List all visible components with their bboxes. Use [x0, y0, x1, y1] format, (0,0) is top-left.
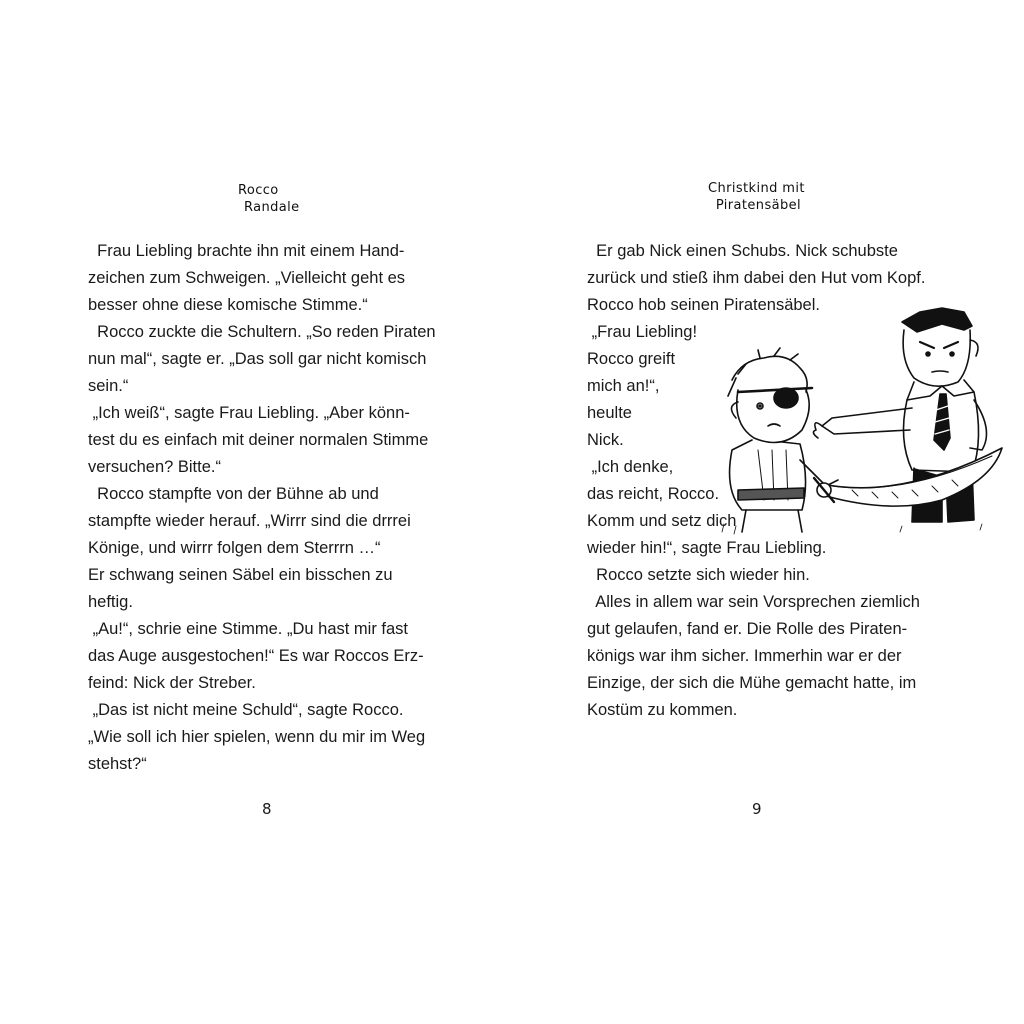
text-line: Nick.	[587, 431, 624, 449]
text-line: Rocco greift	[587, 350, 676, 368]
pirate-illustration	[702, 300, 1017, 535]
running-head-line: Christkind mit	[708, 181, 805, 196]
text-line: gut gelaufen, fand er. Die Rolle des Piraten-	[587, 620, 908, 638]
text-line: Rocco setzte sich wieder hin.	[587, 566, 810, 584]
body-text-left	[88, 238, 436, 778]
text-line: heulte	[587, 404, 632, 422]
text-line: Könige, und wirrr folgen dem Sterrrn …“	[88, 539, 381, 557]
text-line: Er gab Nick einen Schubs. Nick schubste	[587, 242, 898, 260]
page-number-left: 8	[262, 800, 272, 818]
text-line: Einzige, der sich die Mühe gemacht hatte, im	[587, 674, 917, 692]
running-head-right	[708, 180, 805, 214]
text-line: „Wie soll ich hier spielen, wenn du mir im Weg	[88, 728, 426, 746]
text-line: nun mal“, sagte er. „Das soll gar nicht komisch	[88, 350, 427, 368]
running-head-line: Rocco	[238, 183, 279, 198]
text-line: königs war ihm sicher. Immerhin war er der	[587, 647, 902, 665]
text-line: Rocco stampfte von der Bühne ab und	[88, 485, 379, 503]
text-line: Alles in allem war sein Vorsprechen ziemlich	[587, 593, 920, 611]
text-line: das reicht, Rocco.	[587, 485, 720, 503]
page-number-right: 9	[752, 800, 762, 818]
text-line: stehst?“	[88, 755, 147, 773]
running-head-line: Randale	[244, 200, 300, 215]
text-line: test du es einfach mit deiner normalen Stimme	[88, 431, 429, 449]
text-line: wieder hin!“, sagte Frau Liebling.	[587, 539, 827, 557]
text-line: „Ich weiß“, sagte Frau Liebling. „Aber könn-	[88, 404, 410, 422]
text-line: „Frau Liebling!	[587, 323, 698, 341]
rocco-figure	[728, 348, 838, 532]
text-line: besser ohne diese komische Stimme.“	[88, 296, 368, 314]
text-line: Rocco hob seinen Piratensäbel.	[587, 296, 820, 314]
text-line: „Au!“, schrie eine Stimme. „Du hast mir fast	[88, 620, 409, 638]
text-line: sein.“	[88, 377, 129, 395]
text-line: das Auge ausgestochen!“ Es war Roccos Erz-	[88, 647, 424, 665]
text-line: zurück und stieß ihm dabei den Hut vom Kopf.	[587, 269, 926, 287]
text-line: mich an!“,	[587, 377, 660, 395]
text-line: Frau Liebling brachte ihn mit einem Hand-	[88, 242, 405, 260]
text-line: heftig.	[88, 593, 133, 611]
right-page	[512, 0, 1024, 1024]
text-line: Er schwang seinen Säbel ein bisschen zu	[88, 566, 393, 584]
text-line: feind: Nick der Streber.	[88, 674, 256, 692]
text-line: Kostüm zu kommen.	[587, 701, 738, 719]
text-line: versuchen? Bitte.“	[88, 458, 221, 476]
running-head-left	[238, 182, 300, 216]
text-line: „Ich denke,	[587, 458, 674, 476]
text-line: stampfte wieder herauf. „Wirrr sind die drrrei	[88, 512, 411, 530]
text-line: zeichen zum Schweigen. „Vielleicht geht es	[88, 269, 406, 287]
text-line: „Das ist nicht meine Schuld“, sagte Rocco.	[88, 701, 404, 719]
text-line: Komm und setz dich	[587, 512, 737, 530]
running-head-line: Piratensäbel	[715, 198, 802, 213]
text-line: Rocco zuckte die Schultern. „So reden Piraten	[88, 323, 436, 341]
